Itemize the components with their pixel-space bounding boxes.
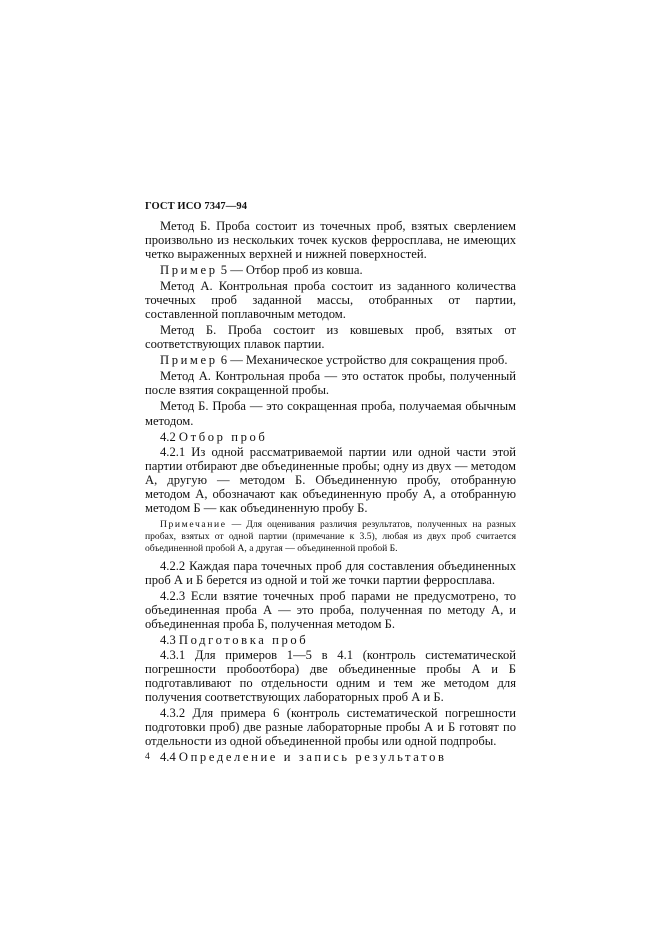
section-4-4-heading [145,750,516,764]
document-code-header: ГОСТ ИСО 7347—94 [145,201,248,212]
example-6 [145,353,516,367]
paragraph-4-3-1: 4.3.1 Для примеров 1—5 в 4.1 (контроль систематической погрешности пробоотбора) две объединенные пробы А и Б подготавливают по отдельности одним и тем же методом для получения соответствующих лабораторных проб А и Б. [145,647,516,705]
paragraph-method-a-residue: Метод А. Контрольная проба — это остаток пробы, полученный после взятия сокращенной пробы. [145,369,516,398]
note-label: Примечание [160,519,227,531]
example-5 [145,263,516,277]
section-4-3-title: Подготовка проб [178,632,309,647]
example-5-text: 5 — Отбор проб из ковша. [217,263,363,278]
section-4-3-heading [145,633,516,647]
section-4-2-heading [145,430,516,444]
paragraph-4-3-2: 4.3.2 Для примера 6 (контроль систематической погрешности подготовки проб) две разные лабораторные пробы А и Б готовят по отдельности из одной объединенной пробы или одной подпробы. [145,706,516,749]
paragraph-4-2-2: 4.2.2 Каждая пара точечных проб для составления объединенных проб А и Б берется из одной и той же точки партии ферросплава. [145,558,516,587]
paragraph-4-2-1: 4.2.1 Из одной рассматриваемой партии или одной части этой партии отбирают две объединенные пробы; одну из двух — методом А, другую — методом Б. Объединенную пробу, отобранную методом А, обозначают как объединенную пробу А, а отобранную методом Б — как объединенную пробу Б. [145,444,516,516]
page-number: 4 [145,752,150,762]
example-6-text: 6 — Механическое устройство для сокращения проб. [217,353,508,368]
paragraph-4-2-3: 4.2.3 Если взятие точечных проб парами не предусмотрено, то объединенная проба А — это проба, полученная по методу А, и объединенная проба Б, полученная методом Б. [145,588,516,631]
paragraph-method-b-drilling: Метод Б. Проба состоит из точечных проб, взятых сверлением произвольно из нескольких точек кусков ферросплава, не имеющих четко выраженных верхней и нижней поверхностей. [145,219,516,262]
section-4-2-number: 4.2 [160,429,179,444]
section-4-3-number: 4.3 [160,632,179,647]
section-4-4-title: Определение и запись результатов [178,750,447,765]
note [145,519,516,554]
section-4-2-title: Отбор проб [178,429,268,444]
paragraph-method-a-control: Метод А. Контрольная проба состоит из заданного количества точечных проб заданной массы, отобранных от партии, составленной поплавочным методом. [145,279,516,322]
paragraph-method-b-reduced: Метод Б. Проба — это сокращенная проба, получаемая обычным методом. [145,399,516,428]
paragraph-method-b-ladle: Метод Б. Проба состоит из ковшевых проб, взятых от соответствующих плавок партии. [145,323,516,352]
note-text: — Для оценивания различия результатов, полученных на разных пробах, взятых от одной партии (примечание к 3.5), любая из двух проб считается объединенной пробой А, а другая — объединенной пробой Б. [145,519,516,554]
example-6-label: Пример [160,353,218,368]
body-text [145,219,516,765]
section-4-4-number: 4.4 [160,750,179,765]
example-5-label: Пример [160,263,218,278]
